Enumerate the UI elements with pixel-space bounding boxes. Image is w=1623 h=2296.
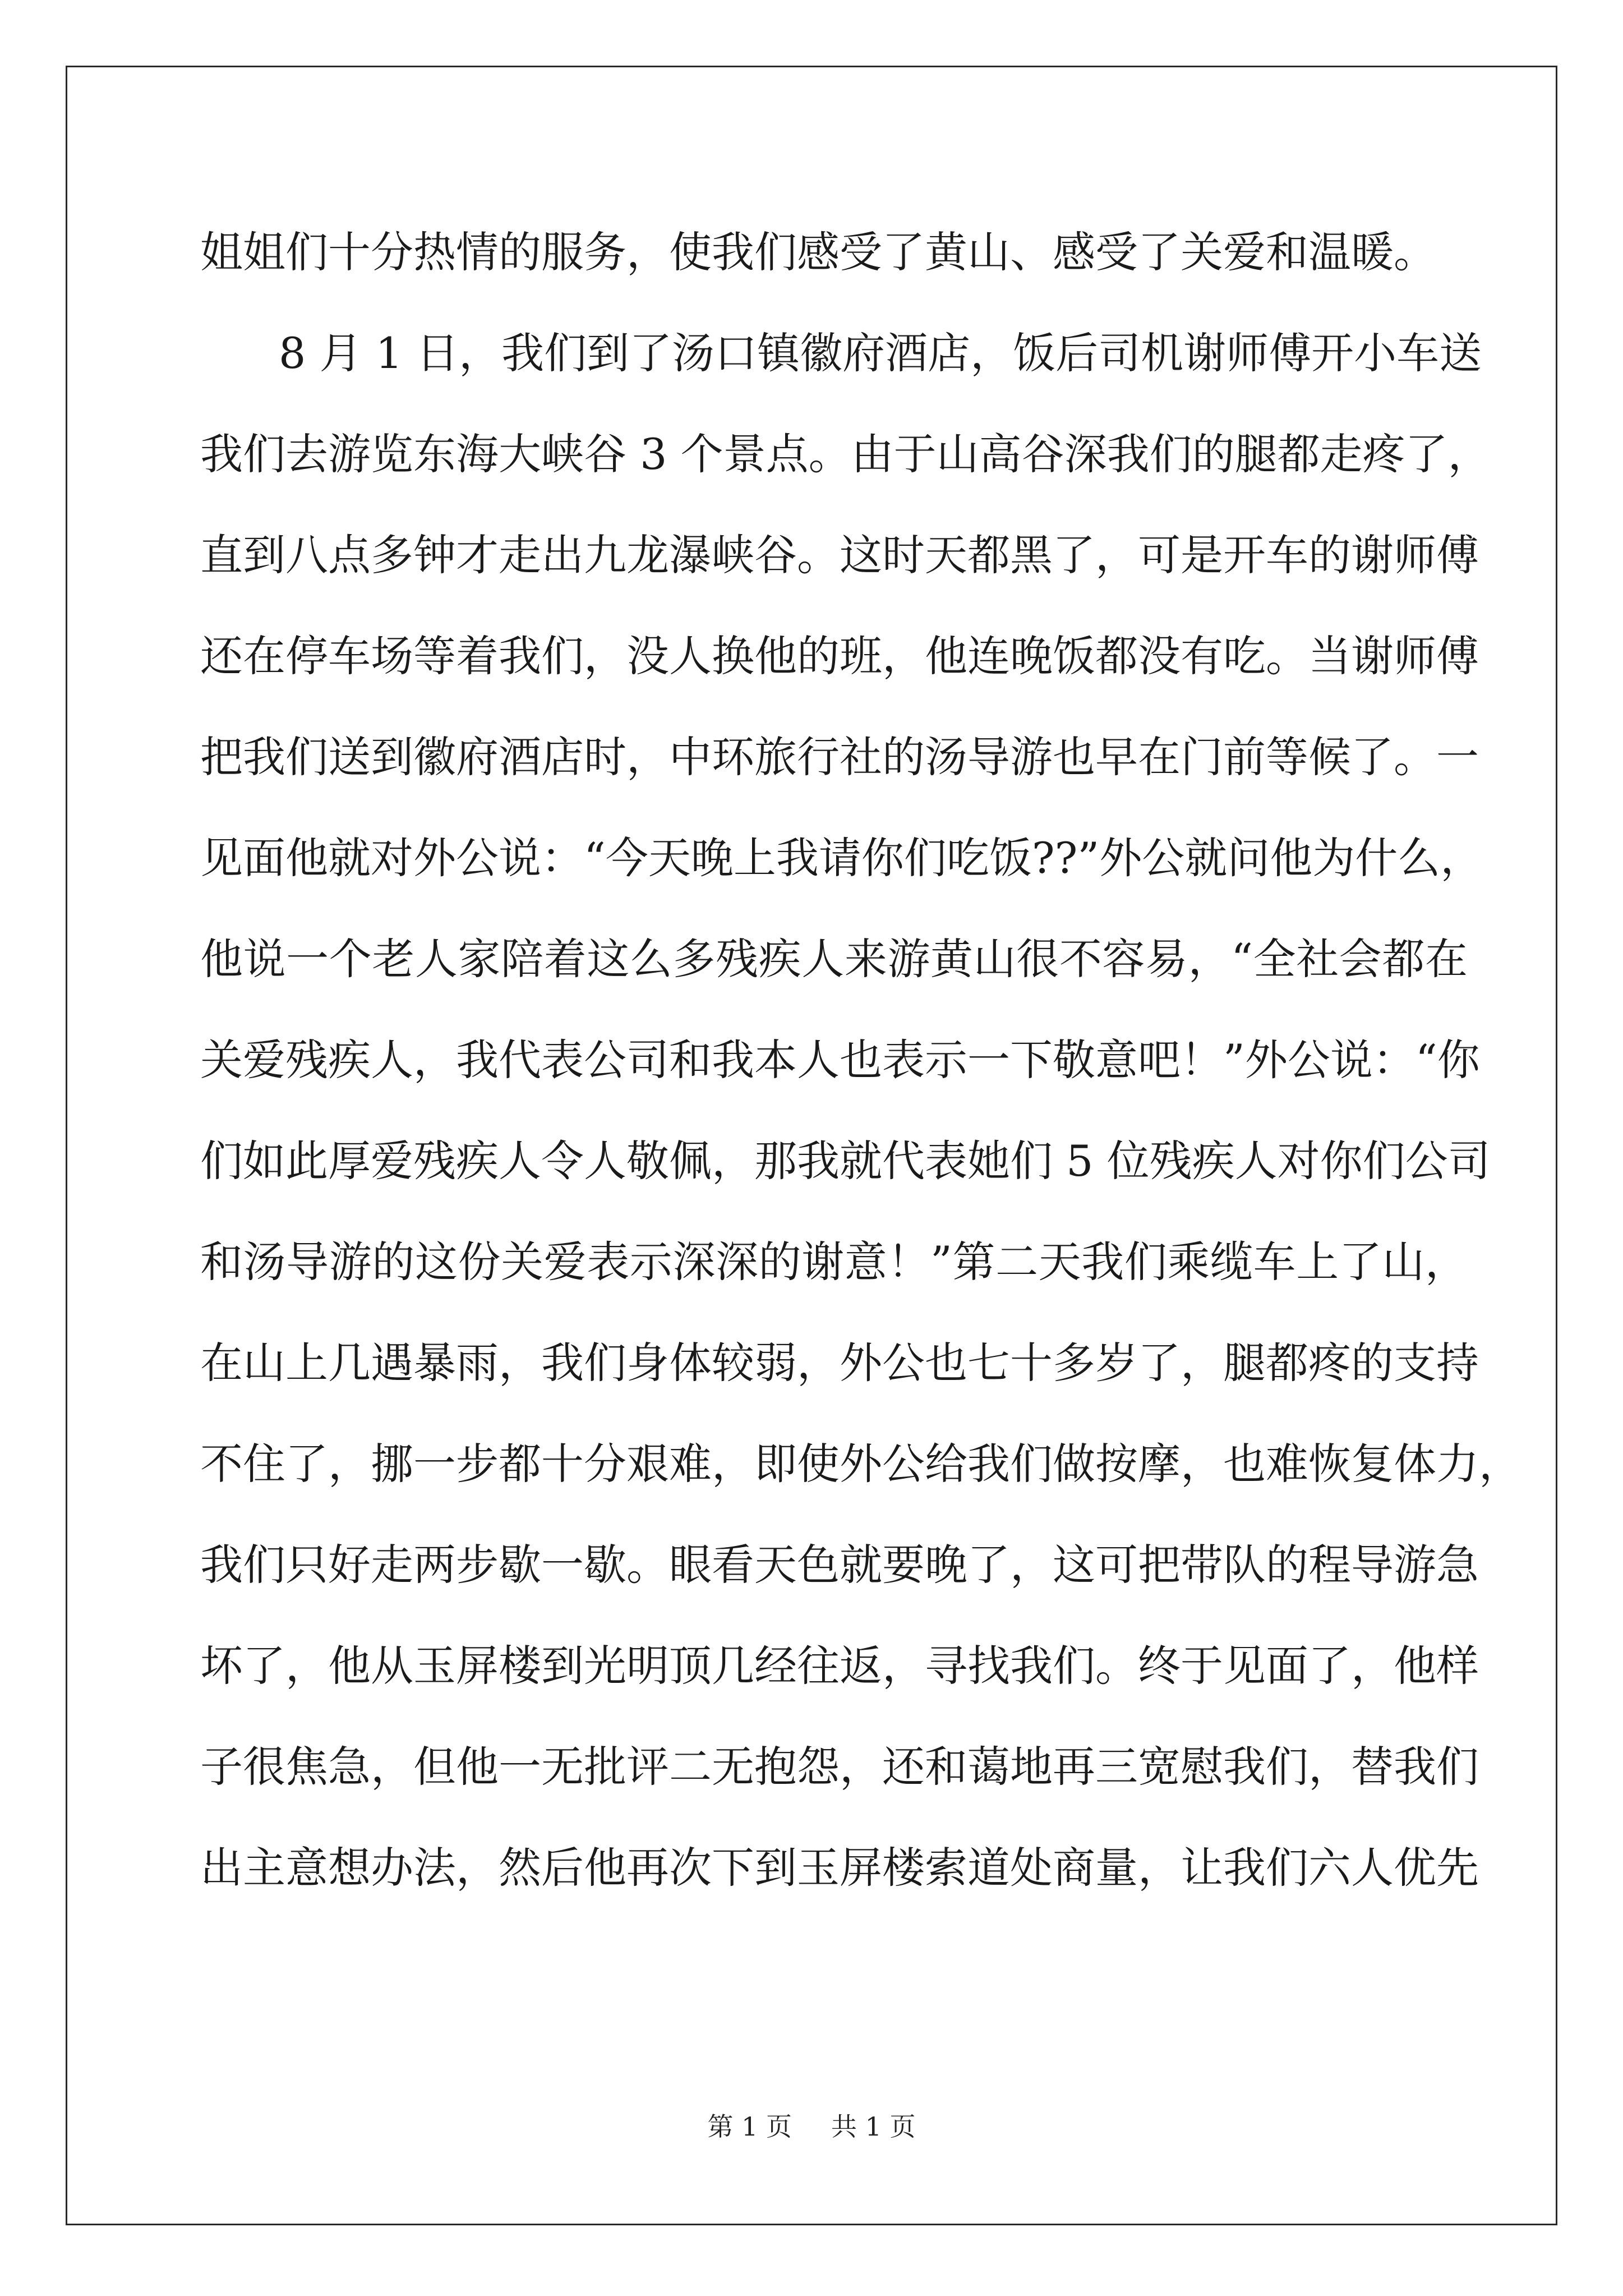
body-text <box>200 202 1521 1918</box>
text-line: 他说一个老人家陪着这么多残疾人来游黄山很不容易，“全社会都在 <box>200 934 1468 984</box>
text-line: 们如此厚爱残疾人令人敬佩，那我就代表她们 5 位残疾人对你们公司 <box>200 1136 1491 1186</box>
text-line: 不住了，挪一步都十分艰难，即使外公给我们做按摩，也难恢复体力， <box>200 1439 1521 1489</box>
text-line: 出主意想办法，然后他再次下到玉屏楼索道处商量，让我们六人优先 <box>200 1843 1479 1893</box>
text-line: 还在停车场等着我们，没人换他的班，他连晚饭都没有吃。当谢师傅 <box>200 631 1479 681</box>
text-line: 我们去游览东海大峡谷 3 个景点。由于山高谷深我们的腿都走疼了， <box>200 429 1491 479</box>
text-line: 把我们送到徽府酒店时，中环旅行社的汤导游也早在门前等候了。一 <box>200 732 1479 782</box>
text-line: 8 月 1 日，我们到了汤口镇徽府酒店，饭后司机谢师傅开小车送 <box>279 328 1482 378</box>
text-line: 关爱残疾人，我代表公司和我本人也表示一下敬意吧！”外公说：“你 <box>200 1035 1480 1085</box>
page-total: 共 1 页 <box>831 2111 916 2142</box>
text-line: 见面他就对外公说：“今天晚上我请你们吃饭??”外公就问他为什么， <box>200 833 1483 883</box>
text-line: 在山上几遇暴雨，我们身体较弱，外公也七十多岁了，腿都疼的支持 <box>200 1338 1479 1388</box>
text-line: 子很焦急，但他一无批评二无抱怨，还和蔼地再三宽慰我们，替我们 <box>200 1742 1479 1792</box>
text-line: 我们只好走两步歇一歇。眼看天色就要晚了，这可把带队的程导游急 <box>200 1540 1479 1590</box>
text-line: 直到八点多钟才走出九龙瀑峡谷。这时天都黑了，可是开车的谢师傅 <box>200 530 1479 580</box>
text-line: 坏了，他从玉屏楼到光明顶几经往返，寻找我们。终于见面了，他样 <box>200 1641 1479 1691</box>
text-line: 和汤导游的这份关爱表示深深的谢意！”第二天我们乘缆车上了山， <box>200 1237 1468 1287</box>
text-line: 姐姐们十分热情的服务，使我们感受了黄山、感受了关爱和温暖。 <box>200 227 1436 277</box>
page-footer <box>0 2106 1623 2143</box>
page-number: 第 1 页 <box>707 2111 792 2142</box>
